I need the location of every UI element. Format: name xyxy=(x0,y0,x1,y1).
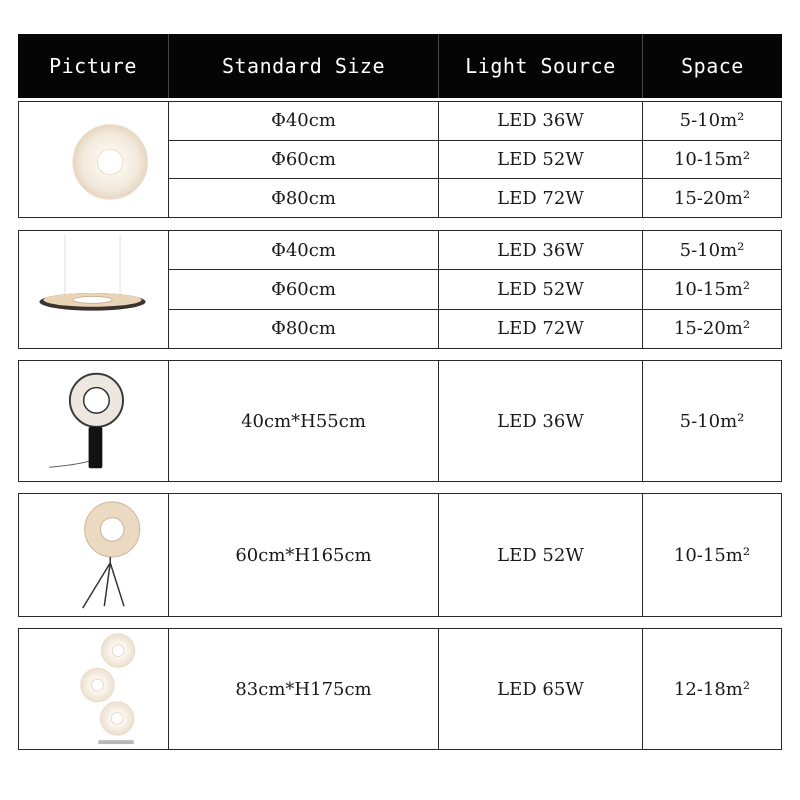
light-cell: LED 36W xyxy=(439,231,642,270)
space-cell: 5-10m² xyxy=(643,102,781,141)
space-column xyxy=(643,102,781,217)
light-cell: LED 65W xyxy=(497,678,584,700)
header-light-source: Light Source xyxy=(439,34,643,98)
space-cell: 15-20m² xyxy=(673,318,751,340)
light-column xyxy=(439,361,643,481)
size-cell: 60cm*H165cm xyxy=(235,544,372,566)
triple-ring-floor-lamp-icon xyxy=(19,629,169,749)
header-space: Space xyxy=(681,54,744,78)
size-cell: Φ80cm xyxy=(271,187,336,209)
size-cell: 40cm*H55cm xyxy=(241,410,366,432)
space-cell: 10-15m² xyxy=(673,544,751,566)
spec-group-triple-ring-lamp xyxy=(18,628,782,750)
spec-group-pendant xyxy=(18,230,782,349)
tripod-floor-lamp-icon xyxy=(19,494,169,616)
header-picture: Picture xyxy=(18,34,169,98)
size-column xyxy=(169,629,439,749)
light-cell: LED 52W xyxy=(439,141,642,180)
ceiling-ring-lamp-icon xyxy=(19,102,169,217)
size-cell: Φ60cm xyxy=(169,270,438,309)
size-cell: Φ80cm xyxy=(271,318,336,340)
pendant-ring-lamp-icon xyxy=(19,231,169,348)
light-cell: LED 52W xyxy=(439,270,642,309)
spec-group-tripod-lamp xyxy=(18,493,782,617)
size-column xyxy=(169,231,439,348)
spec-group-ceiling xyxy=(18,101,782,218)
size-column xyxy=(169,494,439,616)
header-standard-size: Standard Size xyxy=(169,34,439,98)
space-column xyxy=(643,231,781,348)
light-column xyxy=(439,494,643,616)
size-cell: Φ60cm xyxy=(169,141,438,180)
table-ring-lamp-icon xyxy=(19,361,169,481)
size-cell: 83cm*H175cm xyxy=(235,678,372,700)
table-header xyxy=(18,34,782,98)
space-cell: 12-18m² xyxy=(673,678,751,700)
light-cell: LED 72W xyxy=(497,187,584,209)
space-cell: 5-10m² xyxy=(679,410,745,432)
space-column xyxy=(643,629,781,749)
space-cell: 10-15m² xyxy=(643,141,781,180)
size-column xyxy=(169,361,439,481)
space-column xyxy=(643,361,781,481)
light-cell: LED 36W xyxy=(497,410,584,432)
light-cell: LED 72W xyxy=(497,318,584,340)
space-cell: 15-20m² xyxy=(673,187,751,209)
spec-group-table-lamp xyxy=(18,360,782,482)
size-cell: Φ40cm xyxy=(169,102,438,141)
light-column xyxy=(439,629,643,749)
space-column xyxy=(643,494,781,616)
size-column xyxy=(169,102,439,217)
size-cell: Φ40cm xyxy=(169,231,438,270)
space-cell: 5-10m² xyxy=(643,231,781,270)
light-cell: LED 36W xyxy=(439,102,642,141)
light-column xyxy=(439,102,643,217)
space-cell: 10-15m² xyxy=(643,270,781,309)
light-column xyxy=(439,231,643,348)
light-cell: LED 52W xyxy=(497,544,584,566)
